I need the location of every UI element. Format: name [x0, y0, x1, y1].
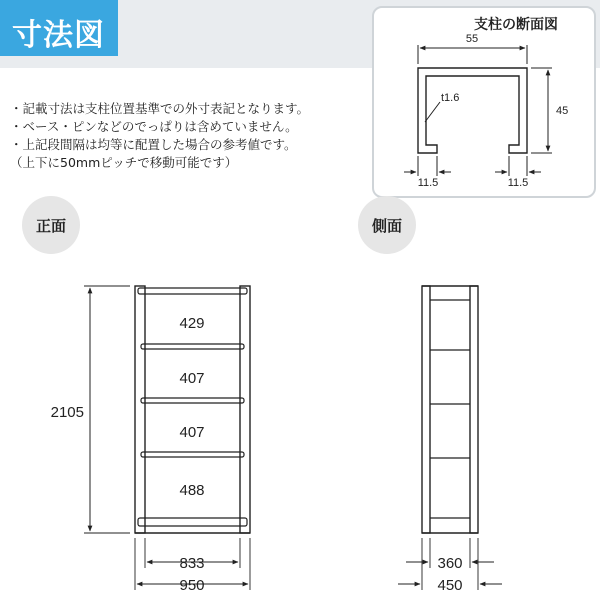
side-post-front: [422, 286, 430, 533]
front-view-drawing: [84, 286, 250, 590]
front-post-left: [135, 286, 145, 533]
front-shelf-3: [141, 398, 244, 403]
front-shelf-5: [138, 518, 247, 526]
note-1: ・記載寸法は支柱位置基準での外寸表記となります。: [10, 101, 310, 116]
side-view-drawing: [398, 286, 502, 590]
post-width-label: 55: [465, 33, 479, 45]
front-shelf-4: [141, 452, 244, 457]
note-3: ・上記段間隔は均等に配置した場合の参考値です。: [10, 137, 297, 152]
gap-label-3: 407: [179, 424, 205, 441]
side-post-rear: [470, 286, 478, 533]
front-shelf-1: [138, 288, 247, 294]
side-view-badge: 側面: [358, 196, 416, 254]
front-outer-width-label: 950: [179, 577, 205, 594]
front-shelf-2: [141, 344, 244, 349]
page-title: 寸法図: [12, 18, 105, 53]
gap-label-1: 429: [179, 315, 205, 332]
post-lip-right-label: 11.5: [507, 177, 529, 189]
note-2: ・ベース・ピンなどのでっぱりは含めていません。: [10, 119, 298, 134]
side-inner-depth-label: 360: [437, 555, 463, 572]
gap-label-2: 407: [179, 370, 205, 387]
front-height-label: 2105: [50, 404, 84, 421]
front-view-badge: 正面: [22, 196, 80, 254]
post-thickness-label: t1.6: [441, 92, 460, 104]
note-4: （上下に50mmピッチで移動可能です）: [10, 155, 238, 170]
gap-label-4: 488: [179, 482, 205, 499]
channel-outline: [418, 68, 527, 153]
side-outer-depth-label: 450: [437, 577, 463, 594]
thickness-leader: [425, 102, 440, 122]
post-section-title: 支柱の断面図: [474, 17, 558, 33]
post-height-label: 45: [556, 105, 569, 117]
post-lip-left-label: 11.5: [417, 177, 439, 189]
post-cross-section: [404, 45, 552, 176]
front-inner-width-label: 833: [179, 555, 205, 572]
front-post-right: [240, 286, 250, 533]
